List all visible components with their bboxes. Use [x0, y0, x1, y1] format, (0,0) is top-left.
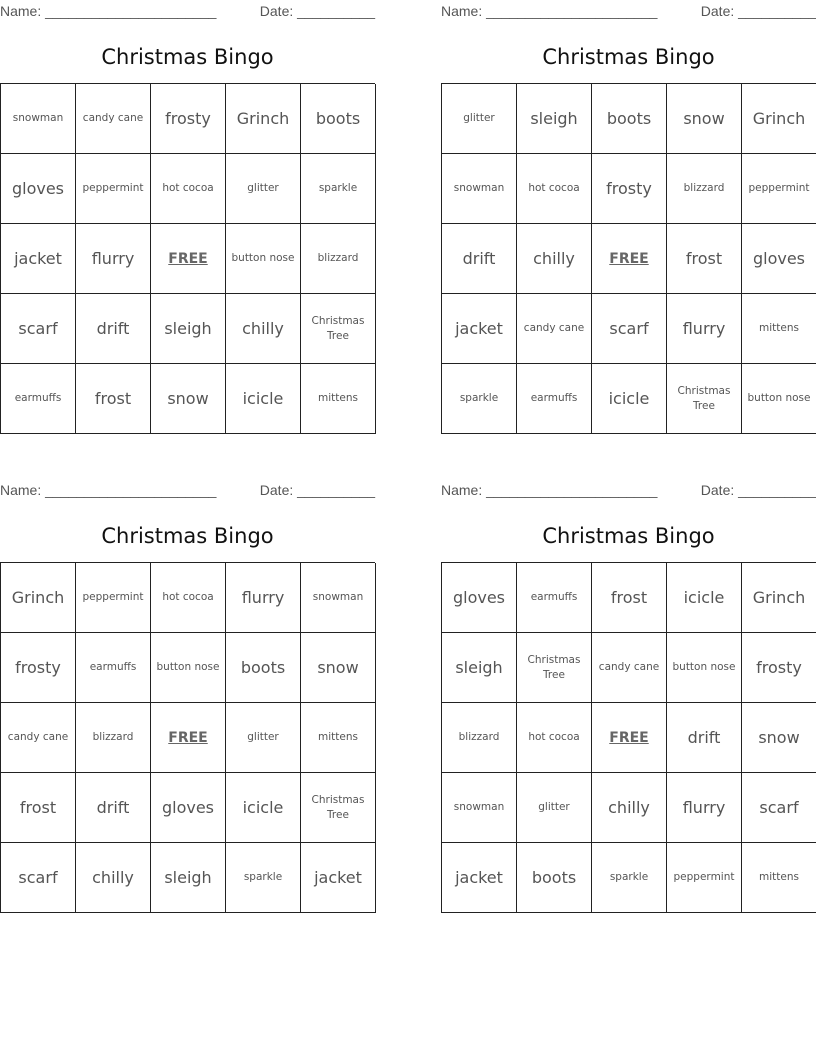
bingo-cell-text: FREE — [168, 250, 208, 267]
bingo-cell — [742, 294, 816, 364]
bingo-cell — [151, 843, 226, 913]
bingo-cell-text: mittens — [318, 731, 358, 743]
bingo-cell-text: drift — [96, 319, 130, 338]
bingo-cell-text: chilly — [92, 868, 134, 887]
bingo-cell-text: scarf — [18, 319, 58, 338]
bingo-cell — [1, 773, 76, 843]
bingo-cell — [1, 843, 76, 913]
bingo-cell — [592, 773, 667, 843]
bingo-cell-text: hot cocoa — [528, 731, 580, 743]
bingo-cell-text: gloves — [752, 249, 806, 268]
bingo-grid — [441, 83, 816, 434]
bingo-cell — [442, 703, 517, 773]
bingo-cell-text: frosty — [165, 109, 211, 128]
bingo-cell-text: candy cane — [82, 112, 144, 124]
bingo-cell — [226, 703, 301, 773]
name-field-label: Name: ______________________ — [0, 3, 217, 19]
card-header — [441, 0, 816, 22]
free-space-cell — [151, 703, 226, 773]
bingo-cell — [301, 364, 376, 434]
bingo-cell — [76, 84, 151, 154]
bingo-cell — [517, 294, 592, 364]
bingo-cell — [442, 843, 517, 913]
bingo-cell-text: snowman — [12, 112, 64, 124]
bingo-cell-text: hot cocoa — [162, 182, 214, 194]
bingo-cell-text: Christmas Tree — [677, 384, 731, 412]
bingo-cell-text: earmuffs — [14, 392, 62, 404]
bingo-cell-text: blizzard — [458, 731, 500, 743]
bingo-cell — [592, 154, 667, 224]
bingo-cell-text: frost — [685, 249, 723, 268]
bingo-cell — [1, 224, 76, 294]
bingo-cell-text: chilly — [608, 798, 650, 817]
bingo-cell — [517, 703, 592, 773]
bingo-cell — [742, 843, 816, 913]
bingo-cell-text: Christmas Tree — [527, 653, 581, 681]
bingo-cell-text: boots — [531, 868, 577, 887]
date-field-label: Date: __________ — [259, 3, 375, 19]
bingo-cell — [226, 294, 301, 364]
date-field-label: Date: __________ — [700, 3, 816, 19]
bingo-cell-text: FREE — [609, 250, 649, 267]
bingo-cell — [442, 773, 517, 843]
bingo-cell-text: glitter — [247, 731, 279, 743]
bingo-cell-text: earmuffs — [530, 591, 578, 603]
bingo-cell-text: mittens — [318, 392, 358, 404]
bingo-cell — [742, 84, 816, 154]
bingo-cell-text: frost — [610, 588, 648, 607]
card-title: Christmas Bingo — [542, 524, 715, 548]
bingo-cell — [742, 563, 816, 633]
bingo-cell-text: blizzard — [92, 731, 134, 743]
bingo-cell-text: glitter — [247, 182, 279, 194]
bingo-cell — [517, 154, 592, 224]
bingo-cell — [442, 154, 517, 224]
bingo-cell-text: jacket — [314, 868, 362, 887]
bingo-cell-text: scarf — [609, 319, 649, 338]
card-title: Christmas Bingo — [101, 524, 274, 548]
bingo-cell-text: boots — [240, 658, 286, 677]
bingo-cell-text: FREE — [168, 729, 208, 746]
bingo-cell-text: hot cocoa — [528, 182, 580, 194]
bingo-cell — [1, 563, 76, 633]
bingo-cell-text: candy cane — [598, 661, 660, 673]
bingo-cell — [226, 633, 301, 703]
bingo-cell — [1, 154, 76, 224]
bingo-cell — [742, 154, 816, 224]
bingo-cell-text: snow — [683, 109, 725, 128]
free-space-cell — [592, 224, 667, 294]
bingo-cell-text: mittens — [759, 871, 799, 883]
bingo-cell-text: drift — [687, 728, 721, 747]
bingo-cell — [301, 633, 376, 703]
bingo-cell — [301, 773, 376, 843]
bingo-cell — [517, 364, 592, 434]
bingo-card-4 — [441, 479, 816, 913]
bingo-cell-text: snowman — [453, 182, 505, 194]
bingo-cell — [226, 773, 301, 843]
bingo-cell — [1, 84, 76, 154]
bingo-cell-text: snow — [758, 728, 800, 747]
bingo-cell — [151, 294, 226, 364]
date-field-label: Date: __________ — [259, 482, 375, 498]
bingo-cell — [151, 633, 226, 703]
bingo-cell — [301, 294, 376, 364]
bingo-cell-text: peppermint — [82, 182, 144, 194]
bingo-cell-text: sparkle — [243, 871, 283, 883]
bingo-cell — [442, 294, 517, 364]
bingo-cell-text: flurry — [682, 798, 726, 817]
bingo-cell-text: boots — [606, 109, 652, 128]
bingo-cell-text: button nose — [156, 661, 220, 673]
bingo-cell — [226, 364, 301, 434]
bingo-cell — [301, 563, 376, 633]
bingo-cell-text: Grinch — [752, 109, 806, 128]
bingo-cell — [1, 633, 76, 703]
bingo-cell — [667, 364, 742, 434]
bingo-cell-text: jacket — [455, 319, 503, 338]
bingo-cell — [442, 84, 517, 154]
bingo-cell — [517, 773, 592, 843]
bingo-cell-text: icicle — [242, 389, 284, 408]
bingo-cell — [667, 224, 742, 294]
bingo-cell-text: sparkle — [609, 871, 649, 883]
bingo-cell-text: button nose — [747, 392, 811, 404]
bingo-cell — [151, 154, 226, 224]
bingo-cell — [592, 294, 667, 364]
bingo-cell-text: gloves — [161, 798, 215, 817]
bingo-cell — [301, 224, 376, 294]
bingo-cell — [517, 224, 592, 294]
bingo-cell-text: hot cocoa — [162, 591, 214, 603]
bingo-card-1 — [0, 0, 375, 434]
bingo-cell-text: boots — [315, 109, 361, 128]
card-title: Christmas Bingo — [101, 45, 274, 69]
bingo-cell — [151, 84, 226, 154]
bingo-cell-text: scarf — [759, 798, 799, 817]
bingo-cell — [226, 224, 301, 294]
bingo-cell — [151, 364, 226, 434]
bingo-cell — [1, 703, 76, 773]
bingo-cell-text: Christmas Tree — [311, 314, 365, 342]
bingo-cell — [667, 154, 742, 224]
name-field-label: Name: ______________________ — [441, 3, 658, 19]
bingo-cell — [667, 773, 742, 843]
bingo-card-3 — [0, 479, 375, 913]
bingo-cell — [442, 224, 517, 294]
bingo-cell-text: glitter — [463, 112, 495, 124]
bingo-cell-text: sparkle — [459, 392, 499, 404]
bingo-cell-text: candy cane — [523, 322, 585, 334]
bingo-cell — [742, 773, 816, 843]
bingo-cell-text: peppermint — [82, 591, 144, 603]
bingo-cell-text: Grinch — [11, 588, 65, 607]
bingo-cell — [226, 84, 301, 154]
bingo-cell-text: snow — [317, 658, 359, 677]
bingo-cell — [151, 563, 226, 633]
bingo-cell — [76, 154, 151, 224]
card-title: Christmas Bingo — [542, 45, 715, 69]
bingo-cell — [742, 633, 816, 703]
bingo-cell — [592, 563, 667, 633]
bingo-cell — [76, 843, 151, 913]
bingo-cell — [76, 224, 151, 294]
bingo-cell — [742, 364, 816, 434]
bingo-cell-text: jacket — [455, 868, 503, 887]
bingo-cell-text: icicle — [242, 798, 284, 817]
bingo-cell-text: blizzard — [317, 252, 359, 264]
free-space-cell — [592, 703, 667, 773]
bingo-cell — [76, 633, 151, 703]
bingo-cell-text: Grinch — [236, 109, 290, 128]
bingo-cell — [667, 294, 742, 364]
bingo-cell — [742, 703, 816, 773]
bingo-cell-text: Christmas Tree — [311, 793, 365, 821]
bingo-cell — [517, 84, 592, 154]
bingo-cell — [667, 843, 742, 913]
bingo-cell — [301, 84, 376, 154]
bingo-cell — [592, 84, 667, 154]
name-field-label: Name: ______________________ — [441, 482, 658, 498]
bingo-cell — [76, 563, 151, 633]
bingo-cell-text: blizzard — [683, 182, 725, 194]
card-header — [441, 479, 816, 501]
bingo-cell-text: frosty — [15, 658, 61, 677]
bingo-cell — [517, 843, 592, 913]
bingo-cell-text: flurry — [682, 319, 726, 338]
bingo-cell — [76, 703, 151, 773]
bingo-cell-text: peppermint — [673, 871, 735, 883]
free-space-cell — [151, 224, 226, 294]
bingo-cell — [1, 294, 76, 364]
bingo-cell — [1, 364, 76, 434]
bingo-cell-text: scarf — [18, 868, 58, 887]
bingo-cell — [442, 364, 517, 434]
card-header — [0, 479, 375, 501]
bingo-cell-text: frost — [19, 798, 57, 817]
bingo-cell-text: chilly — [242, 319, 284, 338]
bingo-cell — [226, 154, 301, 224]
bingo-cell-text: mittens — [759, 322, 799, 334]
bingo-cell-text: glitter — [538, 801, 570, 813]
bingo-cell — [742, 224, 816, 294]
bingo-cell-text: drift — [96, 798, 130, 817]
bingo-cell-text: frosty — [756, 658, 802, 677]
bingo-cell — [301, 154, 376, 224]
bingo-cell-text: chilly — [533, 249, 575, 268]
bingo-cell — [226, 563, 301, 633]
bingo-cell — [667, 563, 742, 633]
bingo-cell-text: sleigh — [164, 868, 212, 887]
bingo-cell-text: Grinch — [752, 588, 806, 607]
bingo-cell-text: sparkle — [318, 182, 358, 194]
bingo-cell-text: sleigh — [530, 109, 578, 128]
bingo-cell-text: gloves — [11, 179, 65, 198]
bingo-cell-text: earmuffs — [89, 661, 137, 673]
bingo-cell — [76, 294, 151, 364]
bingo-cell-text: button nose — [672, 661, 736, 673]
bingo-cell — [151, 773, 226, 843]
bingo-cell-text: button nose — [231, 252, 295, 264]
bingo-grid — [0, 83, 375, 434]
bingo-cell-text: snowman — [312, 591, 364, 603]
bingo-cell-text: peppermint — [748, 182, 810, 194]
bingo-cell-text: flurry — [241, 588, 285, 607]
name-field-label: Name: ______________________ — [0, 482, 217, 498]
card-header — [0, 0, 375, 22]
bingo-cell — [667, 84, 742, 154]
bingo-cell-text: snow — [167, 389, 209, 408]
bingo-grid — [441, 562, 816, 913]
bingo-cell-text: candy cane — [7, 731, 69, 743]
bingo-cell-text: frosty — [606, 179, 652, 198]
bingo-cell-text: earmuffs — [530, 392, 578, 404]
bingo-cell — [301, 843, 376, 913]
bingo-cell — [301, 703, 376, 773]
bingo-cell — [517, 633, 592, 703]
bingo-cell — [592, 843, 667, 913]
bingo-cell-text: jacket — [14, 249, 62, 268]
bingo-grid — [0, 562, 375, 913]
bingo-cell — [442, 563, 517, 633]
bingo-cell-text: flurry — [91, 249, 135, 268]
date-field-label: Date: __________ — [700, 482, 816, 498]
bingo-cell — [517, 563, 592, 633]
bingo-cell-text: drift — [462, 249, 496, 268]
bingo-cell — [76, 364, 151, 434]
bingo-cell-text: sleigh — [164, 319, 212, 338]
bingo-cell-text: icicle — [683, 588, 725, 607]
bingo-cell-text: sleigh — [455, 658, 503, 677]
bingo-card-2 — [441, 0, 816, 434]
bingo-cell-text: snowman — [453, 801, 505, 813]
bingo-cell — [76, 773, 151, 843]
bingo-cell — [226, 843, 301, 913]
bingo-cell-text: gloves — [452, 588, 506, 607]
bingo-cell — [592, 364, 667, 434]
bingo-cell-text: FREE — [609, 729, 649, 746]
bingo-cell — [667, 633, 742, 703]
bingo-cell — [592, 633, 667, 703]
bingo-cell — [442, 633, 517, 703]
bingo-cell — [667, 703, 742, 773]
bingo-cell-text: icicle — [608, 389, 650, 408]
bingo-cell-text: frost — [94, 389, 132, 408]
